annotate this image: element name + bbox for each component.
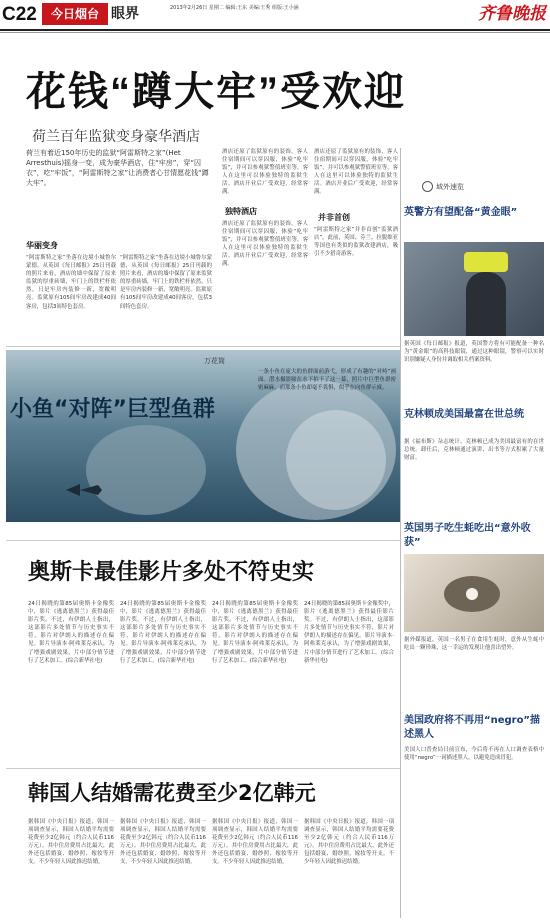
- lead-subheadline: 荷兰百年监狱变身豪华酒店: [32, 129, 200, 145]
- section-heading: 独特酒店: [225, 207, 257, 216]
- oscar-body: 24日揭晓的第85届奥斯卡金像奖中，影片《逃离德黑兰》获得最佳影片奖。不过，有伊朗人士指出，这部影片多处情节与历史事实不符，影片对伊朗人的描述存在偏见。影片导演本·阿弗莱克承认，为了增强戏剧效果，片中部分情节进行了艺术加工。(综合新华社电): [212, 601, 298, 664]
- section-heading: 华丽变身: [26, 241, 58, 250]
- korea-body: 据韩国《中央日报》报道，韩国一项调查显示，韩国人结婚平均需要花费至少2亿韩元（约合人民币116万元）。其中住房费用占比最大，此外还包括婚宴、婚纱照、嫁妆等开支。不少年轻人因此推迟结婚。: [28, 819, 114, 866]
- oscar-body: 24日揭晓的第85届奥斯卡金像奖中，影片《逃离德黑兰》获得最佳影片奖。不过，有伊朗人士指出，这部影片多处情节与历史事实不符，影片对伊朗人的描述存在偏见。影片导演本·阿弗莱克承认，为了增强戏剧效果，片中部分情节进行了艺术加工。(综合新华社电): [28, 601, 114, 664]
- sidebar-body: 美国人口普查局日前宣布，今后将不再在人口调查表格中使用“negro”一词描述黑人，以避免造成冒犯。: [404, 747, 544, 762]
- newspaper-logo: 齐鲁晚报: [478, 4, 546, 24]
- feature-tag: 万花筒: [204, 357, 225, 365]
- fish-headline: 小鱼“对阵”巨型鱼群: [10, 397, 215, 422]
- oscar-body: 24日揭晓的第85届奥斯卡金像奖中，影片《逃离德黑兰》获得最佳影片奖。不过，有伊朗人士指出，这部影片多处情节与历史事实不符，影片对伊朗人的描述存在偏见。影片导演本·阿弗莱克承认，为了增强戏剧效果，片中部分情节进行了艺术加工。(综合新华社电): [304, 601, 394, 664]
- korea-body: 据韩国《中央日报》报道，韩国一项调查显示，韩国人结婚平均需要花费至少2亿韩元（约合人民币116万元）。其中住房费用占比最大，此外还包括婚宴、婚纱照、嫁妆等开支。不少年轻人因此推迟结婚。: [212, 819, 298, 866]
- sidebar-title: 美国政府将不再用“negro”描述黑人: [404, 715, 541, 740]
- page-number: C22: [2, 4, 37, 25]
- globe-icon: [422, 181, 433, 192]
- korea-body: 据韩国《中央日报》报道，韩国一项调查显示，韩国人结婚平均需要花费至少2亿韩元（约合人民币116万元）。其中住房费用占比最大，此外还包括婚宴、婚纱照、嫁妆等开支。不少年轻人因此推迟结婚。: [120, 819, 206, 866]
- section-body: 酒店还原了监狱原有的装饰，客人住宿期间可以穿囚服，体验“吃牢饭”，并可以参观狱警值班室等，客人在这里可以体验独特的监狱生活。酒店开业后广受欢迎，经常客满。: [222, 149, 308, 196]
- fish-body: 一条小鱼在庞大的鱼群面前游弋，形成了有趣的“对峙”画面。潜水摄影师在水下拍下了这一幕，照片中巨型鱼群密密麻麻，而那条小鱼却毫不畏惧，似乎在向鱼群示威。: [258, 369, 396, 392]
- section-rule: [6, 540, 400, 541]
- oscar-headline: 奥斯卡最佳影片多处不符史实: [28, 560, 315, 585]
- sidebar-label: 域外速览: [436, 183, 464, 191]
- korea-headline: 韩国人结婚需花费至少2亿韩元: [28, 781, 316, 805]
- officer-shape: [466, 272, 506, 336]
- sidebar-body: 据外媒报道，英国一名男子在食用生蚝时，意外从生蚝中吃出一颗珍珠，这一幸运的发现让他喜出望外。: [404, 637, 544, 652]
- oyster-photo: [404, 554, 544, 632]
- header-rule: [0, 29, 550, 31]
- sidebar-title: 英国男子吃生蚝吃出“意外收获”: [404, 523, 531, 548]
- lead-headline: 花钱“蹲大牢”受欢迎: [26, 70, 406, 114]
- section-body: 酒店还原了监狱原有的装饰，客人住宿期间可以穿囚服，体验“吃牢饭”，并可以参观狱警值班室等，客人在这里可以体验独特的监狱生活。酒店开业后广受欢迎，经常客满。: [222, 221, 308, 268]
- pearl-shape: [466, 588, 478, 600]
- cap-shape: [464, 252, 508, 272]
- section-body-continued: “阿雷斯特之家”坐落在边境小城鲁尔蒙德，从英国《每日邮报》25日刊载的照片来看，酒店的墙中保留了原来监狱的厚重砖墙，牢门上的铁栏杆依然，只是牢房内装修一新，宽敞明亮。监狱原有105间牢房改建成40间客房，包括3间特色套房。: [120, 255, 212, 310]
- oscar-body: 24日揭晓的第85届奥斯卡金像奖中，影片《逃离德黑兰》获得最佳影片奖。不过，有伊朗人士指出，这部影片多处情节与历史事实不符，影片对伊朗人的描述存在偏见。影片导演本·阿弗莱克承认，为了增强戏剧效果，片中部分情节进行了艺术加工。(综合新华社电): [120, 601, 206, 664]
- sidebar-body: 据英国《每日邮报》报道，英国警方将有可能配备一种名为“黄金眼”的高科技眼镜，通过这种眼镜，警察可以实时识别嫌疑人身份并调取相关档案资料。: [404, 341, 544, 364]
- section-rule: [6, 346, 400, 347]
- police-photo: [404, 242, 544, 336]
- sidebar-title: 英警方有望配备“黄金眼”: [404, 207, 518, 218]
- korea-body: 据韩国《中央日报》报道，韩国一项调查显示，韩国人结婚平均需要花费至少2亿韩元（约合人民币116万元）。其中住房费用占比最大，此外还包括婚宴、婚纱照、嫁妆等开支。不少年轻人因此推迟结婚。: [304, 819, 394, 866]
- column-name: 眼界: [111, 6, 139, 22]
- lead-intro: 荷兰有着近150年历史的监狱“阿雷斯特之家”(Het Arresthuis)摇身一变，成为豪华酒店，住“牢房”，穿“囚衣”，吃“牢饭”，“阿雷斯特之家”让消费者心甘情愿花钱“蹲大牢”。: [26, 149, 209, 187]
- section-rule: [6, 768, 400, 769]
- sidebar-body: 据《福布斯》杂志统计，克林顿已成为美国最富有的在世总统。卸任后，克林顿通过演讲、出书等方式积累了大量财富。: [404, 439, 544, 462]
- section-body: 酒店还原了监狱原有的装饰，客人住宿期间可以穿囚服，体验“吃牢饭”，并可以参观狱警值班室等，客人在这里可以体验独特的监狱生活。酒店开业后广受欢迎，经常客满。: [314, 149, 398, 196]
- section-body: “阿雷斯特之家”并非首创“监狱酒店”。此前，英国、芬兰、拉脱维亚等国也有类似的监狱改建酒店，吸引不少猎奇游客。: [314, 227, 398, 258]
- sidebar-title: 克林顿成美国最富在世总统: [404, 409, 524, 420]
- section-heading: 并非首创: [318, 213, 350, 222]
- section-body: “阿雷斯特之家”坐落在边境小城鲁尔蒙德，从英国《每日邮报》25日刊载的照片来看，酒店的墙中保留了原来监狱的厚重砖墙，牢门上的铁栏杆依然，只是牢房内装修一新，宽敞明亮。监狱原有105间牢房改建成40间客房，包括3间特色套房。: [26, 255, 116, 310]
- header-rule-thin: [0, 32, 550, 33]
- issue-meta: 2013年2月26日 星期二 编辑:王东 美编:王秀 组版:王小涵: [170, 5, 299, 11]
- section-tag: 今日烟台: [42, 3, 108, 25]
